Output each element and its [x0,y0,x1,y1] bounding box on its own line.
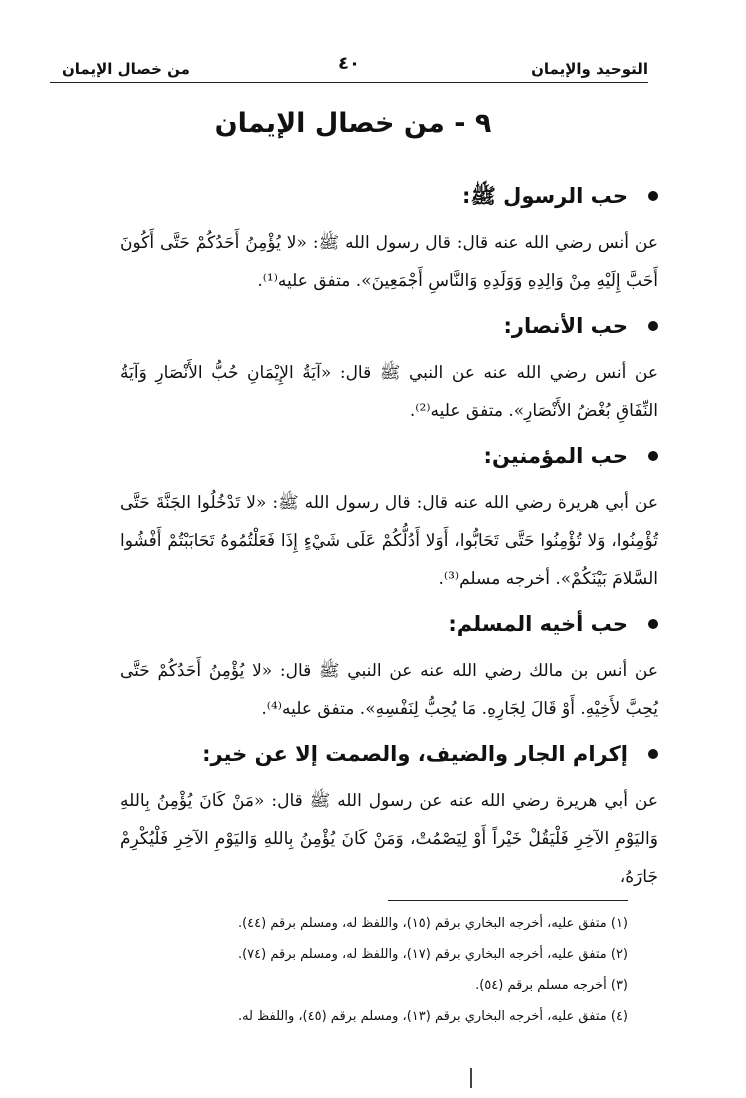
bullet-icon [648,191,658,201]
footnotes [120,908,628,1032]
section-heading [120,178,658,214]
footnote: (٢) متفق عليه، أخرجه البخاري برقم (١٧)، واللفظ له، ومسلم برقم (٧٤). [237,947,628,962]
section-heading [120,308,658,344]
footnote: (٣) أخرجه مسلم برقم (٥٤). [475,978,628,993]
section-body: عن أبي هريرة رضي الله عنه عن رسول الله ﷺ قال: «مَنْ كَانَ يُؤْمِنُ بِاللهِ وَاليَوْمِ الآخِرِ فَلْيَقُلْ خَيْراً أَوْ لِيَصْمُتْ، وَمَنْ كَانَ يُؤْمِنُ بِاللهِ وَاليَوْمِ الآخِرِ فَلْيُكْرِمْ جَارَهُ، [120,791,658,887]
section-body: عن أبي هريرة رضي الله عنه قال: قال رسول الله ﷺ: «لا تَدْخُلُوا الجَنَّةَ حَتَّى تُؤْمِنُوا، وَلا تُؤْمِنُوا حَتَّى تَحَابُّوا، أَوَلا أَدُلُّكُمْ عَلَى شَيْءٍ إِذَا فَعَلْتُمُوهُ تَحَابَبْتُمْ أَفْشُوا السَّلامَ بَيْنَكُمْ». أخرجه مسلم⁽³⁾. [120,493,658,589]
page-content [120,178,658,904]
section-title: من خصال الإيمان [62,60,190,78]
section-heading [120,606,658,642]
section-love-of-brother [120,606,658,728]
section-body: عن أنس رضي الله عنه قال: قال رسول الله ﷺ: «لا يُؤْمِنُ أَحَدُكُمْ حَتَّى أَكُونَ أَحَبَّ إِلَيْهِ مِنْ وَالِدِهِ وَوَلَدِهِ وَالنَّاسِ أَجْمَعِينَ». متفق عليه⁽¹⁾. [120,233,658,291]
section-heading [120,736,658,772]
page-number: ٤٠ [338,53,360,74]
section-love-of-ansar [120,308,658,430]
bullet-icon [648,619,658,629]
section-heading-text: حب المؤمنين: [483,444,628,468]
section-body: عن أنس رضي الله عنه عن النبي ﷺ قال: «آيَةُ الإِيْمَانِ حُبُّ الأَنْصَارِ وَآيَةُ النِّفَاقِ بُغْضُ الأَنْصَارِ». متفق عليه⁽²⁾. [120,363,658,421]
section-love-of-prophet [120,178,658,300]
section-heading-text: حب أخيه المسلم: [448,612,628,636]
section-heading [120,438,658,474]
section-body: عن أنس بن مالك رضي الله عنه عن النبي ﷺ قال: «لا يُؤْمِنُ أَحَدُكُمْ حَتَّى يُحِبَّ لأَخِيْهِ. أَوْ قَالَ لِجَارِهِ. مَا يُحِبُّ لِنَفْسِهِ». متفق عليه⁽⁴⁾. [120,661,658,719]
footnote: (٤) متفق عليه، أخرجه البخاري برقم (١٣)، ومسلم برقم (٤٥)، واللفظ له. [237,1009,628,1024]
book-title: التوحيد والإيمان [531,60,648,78]
section-heading-text: حب الأنصار: [503,314,628,338]
chapter-title: ٩ - من خصال الإيمان [214,108,492,139]
bullet-icon [648,749,658,759]
footnote: (١) متفق عليه، أخرجه البخاري برقم (١٥)، واللفظ له، ومسلم برقم (٤٤). [237,916,628,931]
section-heading-text: حب الرسول ﷺ: [462,184,628,208]
section-love-of-believers [120,438,658,598]
running-header [50,48,648,83]
section-heading-text: إكرام الجار والضيف، والصمت إلا عن خير: [202,742,628,766]
footnote-divider [388,900,628,901]
section-honoring-neighbor [120,736,658,896]
bullet-icon [648,451,658,461]
bullet-icon [648,321,658,331]
page-mark [470,1068,472,1088]
